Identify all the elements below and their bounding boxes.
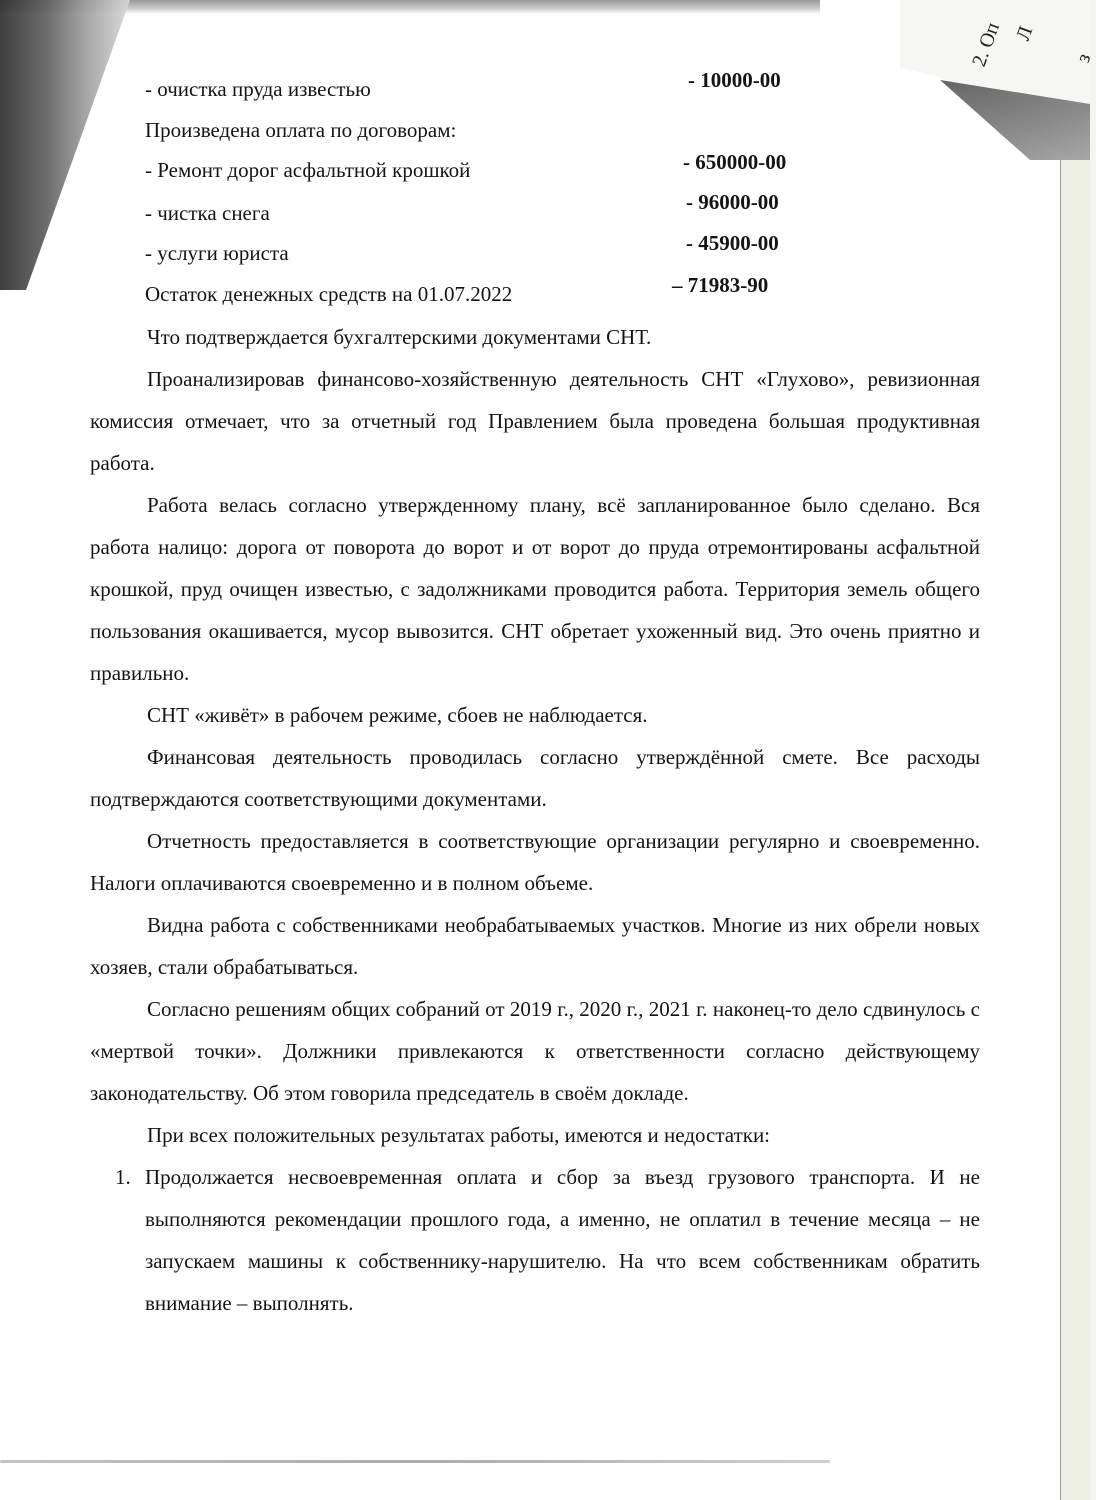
paragraph: Отчетность предоставляется в соответствующие организации регулярно и своевременно. Налоги оплачиваются своевременно и в полном объеме. bbox=[90, 829, 980, 895]
paragraph: Видна работа с собственниками необрабатываемых участков. Многие из них обрели новых хозяев, стали обрабатываться. bbox=[90, 913, 980, 979]
expense-label: - очистка пруда известью bbox=[145, 77, 371, 101]
paragraph: Что подтверждается бухгалтерскими документами СНТ. bbox=[147, 325, 652, 349]
paragraph: Согласно решениям общих собраний от 2019 г., 2020 г., 2021 г. наконец-то дело сдвинулось с «мертвой точки». Должники привлекаются к ответственности согласно действующему законодательству. Об этом говорила председатель в своём докладе. bbox=[90, 997, 980, 1105]
scan-left-shadow bbox=[0, 0, 130, 290]
paragraph: При всех положительных результатах работы, имеются и недостатки: bbox=[147, 1123, 771, 1147]
page-bottom-edge bbox=[0, 1460, 830, 1463]
adjacent-page-fragment: Л bbox=[1012, 23, 1038, 44]
list-text: Продолжается несвоевременная оплата и сбор за въезд грузового транспорта. И не выполняются рекомендации прошлого года, а именно, не оплатил в течение месяца – не запускаем машины к собственнику-нарушителю. На что всем собственникам обратить внимание – выполнять. bbox=[145, 1165, 980, 1315]
contract-amount: - 96000-00 bbox=[686, 190, 779, 214]
contracts-heading: Произведена оплата по договорам: bbox=[145, 118, 457, 142]
list-number: 1. bbox=[115, 1165, 131, 1189]
adjacent-page-fragment: 2. Оп bbox=[968, 19, 1005, 70]
paragraph: Проанализировав финансово-хозяйственную деятельность СНТ «Глухово», ревизионная комиссия отмечает, что за отчетный год Правлением была проведена большая продуктивная работа. bbox=[90, 367, 980, 475]
paragraph: Финансовая деятельность проводилась согласно утверждённой смете. Все расходы подтверждаются соответствующими документами. bbox=[90, 745, 980, 811]
balance-label: Остаток денежных средств на 01.07.2022 bbox=[145, 282, 513, 306]
contract-amount: - 45900-00 bbox=[686, 231, 779, 255]
contract-label: - Ремонт дорог асфальтной крошкой bbox=[145, 158, 471, 182]
paragraph: Работа велась согласно утвержденному плану, всё запланированное было сделано. Вся работа налицо: дорога от поворота до ворот и от ворот до пруда отремонтированы асфальтной крошкой, пруд очищен известью, с задолжниками проводится работа. Территория земель общего пользования окашивается, мусор вывозится. СНТ обретает ухоженный вид. Это очень приятно и правильно. bbox=[90, 493, 980, 685]
adjacent-page-edge bbox=[1060, 160, 1091, 1500]
paragraph: СНТ «живёт» в рабочем режиме, сбоев не наблюдается. bbox=[147, 703, 648, 727]
adjacent-page-fragment: з bbox=[1072, 50, 1096, 66]
shortcoming-item bbox=[115, 1156, 980, 1324]
contract-label: - чистка снега bbox=[145, 201, 270, 225]
contract-label: - услуги юриста bbox=[145, 241, 289, 265]
expense-amount: - 10000-00 bbox=[688, 68, 781, 92]
balance-amount: – 71983-90 bbox=[672, 273, 769, 297]
contract-amount: - 650000-00 bbox=[683, 150, 787, 174]
